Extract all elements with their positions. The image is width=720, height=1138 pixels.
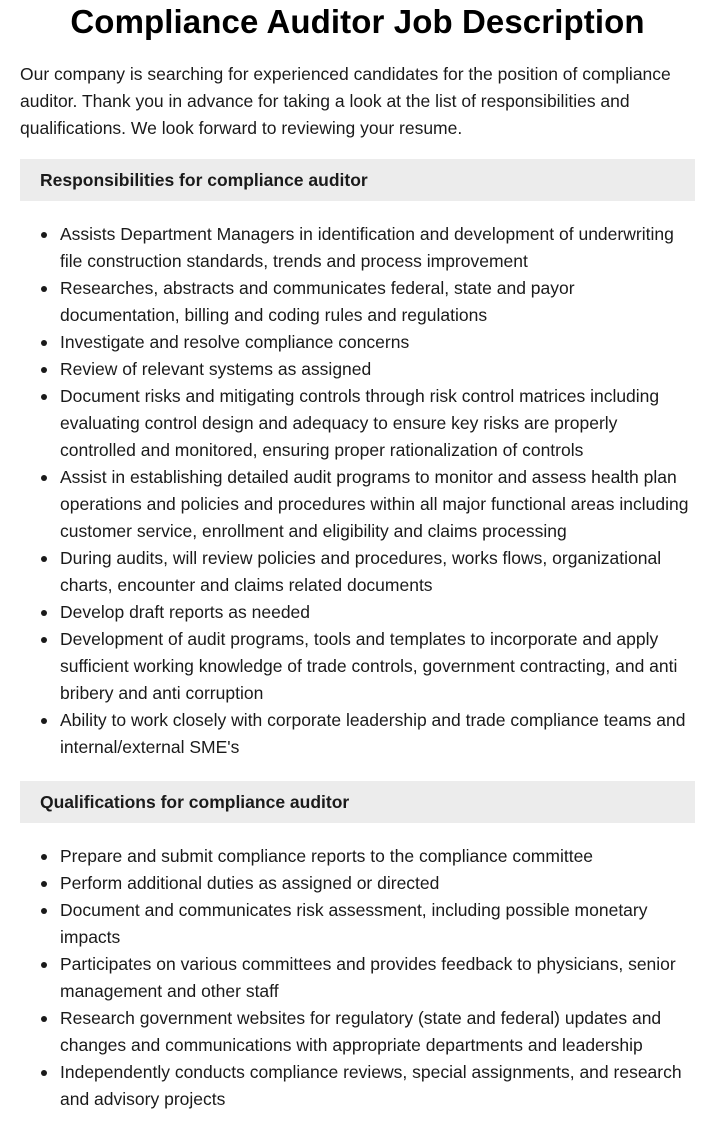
list-item (20, 870, 695, 897)
list-item-text: Develop draft reports as needed (60, 602, 311, 622)
qualifications-heading: Qualifications for compliance auditor (20, 781, 695, 823)
bullet-icon (41, 367, 47, 373)
list-item (20, 843, 695, 870)
bullet-icon (41, 637, 47, 643)
list-item-text: Researches, abstracts and communicates federal, state and payor documentation, billing and coding rules and regulations (60, 278, 575, 325)
bullet-icon (41, 340, 47, 346)
bullet-icon (41, 718, 47, 724)
list-item-text: Independently conducts compliance reviews, special assignments, and research and advisory projects (60, 1062, 682, 1109)
list-item (20, 356, 695, 383)
list-item (20, 545, 695, 599)
list-item (20, 329, 695, 356)
bullet-icon (41, 1070, 47, 1076)
bullet-icon (41, 610, 47, 616)
list-item (20, 897, 695, 951)
bullet-icon (41, 881, 47, 887)
list-item (20, 464, 695, 545)
list-item (20, 599, 695, 626)
page-title: Compliance Auditor Job Description (70, 3, 645, 40)
list-item-text: Document risks and mitigating controls through risk control matrices including evaluating control design and adequacy to ensure key risks are properly controlled and monitored, ensuring proper rationalization of controls (60, 386, 660, 460)
responsibilities-list (20, 221, 695, 761)
list-item-text: Development of audit programs, tools and templates to incorporate and apply sufficient working knowledge of trade controls, government contracting, and anti bribery and anti corruption (60, 629, 678, 703)
list-item-text: Assist in establishing detailed audit programs to monitor and assess health plan operations and policies and procedures within all major functional areas including customer service, enrollment and eligibility and claims processing (60, 467, 689, 541)
list-item-text: Research government websites for regulatory (state and federal) updates and changes and communications with appropriate departments and leadership (60, 1008, 662, 1055)
list-item (20, 707, 695, 761)
bullet-icon (41, 394, 47, 400)
list-item-text: Document and communicates risk assessment, including possible monetary impacts (60, 900, 648, 947)
responsibilities-heading: Responsibilities for compliance auditor (20, 159, 695, 201)
list-item (20, 275, 695, 329)
list-item-text: Prepare and submit compliance reports to the compliance committee (60, 846, 594, 866)
list-item-text: Review of relevant systems as assigned (60, 359, 372, 379)
list-item-text: Ability to work closely with corporate leadership and trade compliance teams and internal/external SME's (60, 710, 686, 757)
list-item-text: Perform additional duties as assigned or directed (60, 873, 440, 893)
bullet-icon (41, 962, 47, 968)
bullet-icon (41, 854, 47, 860)
intro-paragraph: Our company is searching for experienced candidates for the position of compliance auditor. Thank you in advance for taking a look at the list of responsibilities and qualifications. We look forward to reviewing your resume. (20, 64, 671, 138)
list-item (20, 221, 695, 275)
list-item (20, 1059, 695, 1113)
list-item (20, 626, 695, 707)
list-item (20, 383, 695, 464)
list-item (20, 1005, 695, 1059)
bullet-icon (41, 908, 47, 914)
list-item-text: Participates on various committees and provides feedback to physicians, senior management and other staff (60, 954, 676, 1001)
list-item (20, 951, 695, 1005)
list-item-text: During audits, will review policies and procedures, works flows, organizational charts, encounter and claims related documents (60, 548, 662, 595)
bullet-icon (41, 286, 47, 292)
list-item-text: Investigate and resolve compliance concerns (60, 332, 410, 352)
qualifications-list (20, 843, 695, 1113)
bullet-icon (41, 475, 47, 481)
bullet-icon (41, 232, 47, 238)
bullet-icon (41, 556, 47, 562)
list-item-text: Assists Department Managers in identification and development of underwriting file construction standards, trends and process improvement (60, 224, 674, 271)
bullet-icon (41, 1016, 47, 1022)
